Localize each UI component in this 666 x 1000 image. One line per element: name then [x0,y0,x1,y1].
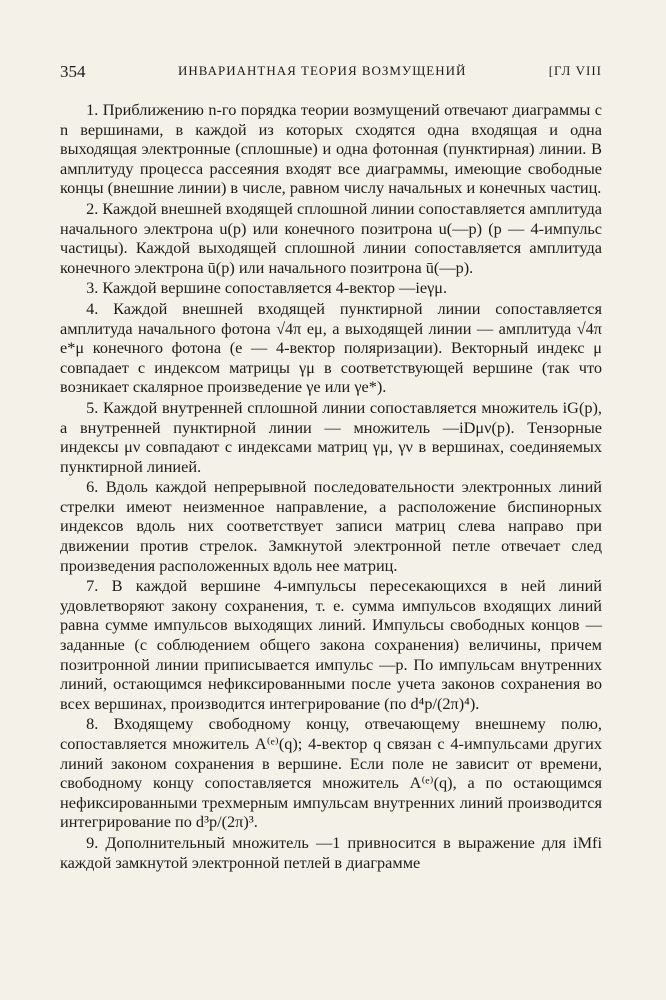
paragraph-7: 7. В каждой вершине 4-импульсы пересекающихся в ней линий удовлетворяют закону сохранения, т. е. сумма импульсов входящих линий равна сумме импульсов выходящих линий. Импульсы свободных концов — заданные (с соблюдением общего закона сохранения) величины, причем позитронной линии приписывается импульс —p. По импульсам внутренних линий, остающимся нефиксированными после учета законов сохранения во всех вершинах, производится интегрирование (по d⁴p/(2π)⁴). [60,576,602,713]
paragraph-8: 8. Входящему свободному концу, отвечающему внешнему полю, сопоставляется множитель A⁽ᵉ⁾(q); 4-вектор q связан с 4-импульсами других линий законом сохранения в вершине. Если поле не зависит от времени, свободному концу сопоставляется множитель A⁽ᵉ⁾(q), а по остающимся нефиксированными трехмерным импульсам внутренних линий производится интегрирование по d³p/(2π)³. [60,714,602,832]
chapter-label: [ГЛ VIII [548,63,602,78]
page-body [60,100,602,873]
paragraph-4: 4. Каждой внешней входящей пунктирной линии сопоставляется амплитуда начального фотона √4π eμ, а выходящей линии — амплитуда √4π e*μ конечного фотона (e — 4-вектор поляризации). Векторный индекс μ совпадает с индексом матрицы γμ в соответствующей вершине (так что возникает скалярное произведение γe или γe*). [60,298,602,397]
page-header [60,62,602,86]
paragraph-9: 9. Дополнительный множитель —1 привносится в выражение для iMfi каждой замкнутой электронной петлей в диаграмме [60,832,602,872]
paragraph-5: 5. Каждой внутренней сплошной линии сопоставляется множитель iG(p), а внутренней пунктирной линии — множитель —iDμν(p). Тензорные индексы μν совпадают с индексами матриц γμ, γν в вершинах, соединяемых пунктирной линией. [60,397,602,476]
paragraph-2: 2. Каждой внешней входящей сплошной линии сопоставляется амплитуда начального электрона u(p) или конечного позитрона u(—p) (p — 4-импульс частицы). Каждой выходящей сплошной линии сопоставляется амплитуда конечного электрона ū(p) или начального позитрона ū(—p). [60,198,602,277]
page-number: 354 [60,62,86,81]
running-title: ИНВАРИАНТНАЯ ТЕОРИЯ ВОЗМУЩЕНИЙ [178,63,467,78]
paragraph-3: 3. Каждой вершине сопоставляется 4-вектор —ieγμ. [86,278,448,298]
paragraph-1: 1. Приближению n-го порядка теории возмущений отвечают диаграммы с n вершинами, в каждой из которых сходятся одна входящая и одна выходящая электронные (сплошные) и одна фотонная (пунктирная) линии. В амплитуду процесса рассеяния входят все диаграммы, имеющие свободные концы (внешние линии) в числе, равном числу начальных и конечных частиц. [60,100,602,198]
paragraph-6: 6. Вдоль каждой непрерывной последовательности электронных линий стрелки имеют неизменное направление, а расположение биспинорных индексов вдоль них соответствует записи матриц слева направо при движении против стрелок. Замкнутой электронной петле отвечает след произведения расположенных вдоль нее матриц. [60,477,602,575]
